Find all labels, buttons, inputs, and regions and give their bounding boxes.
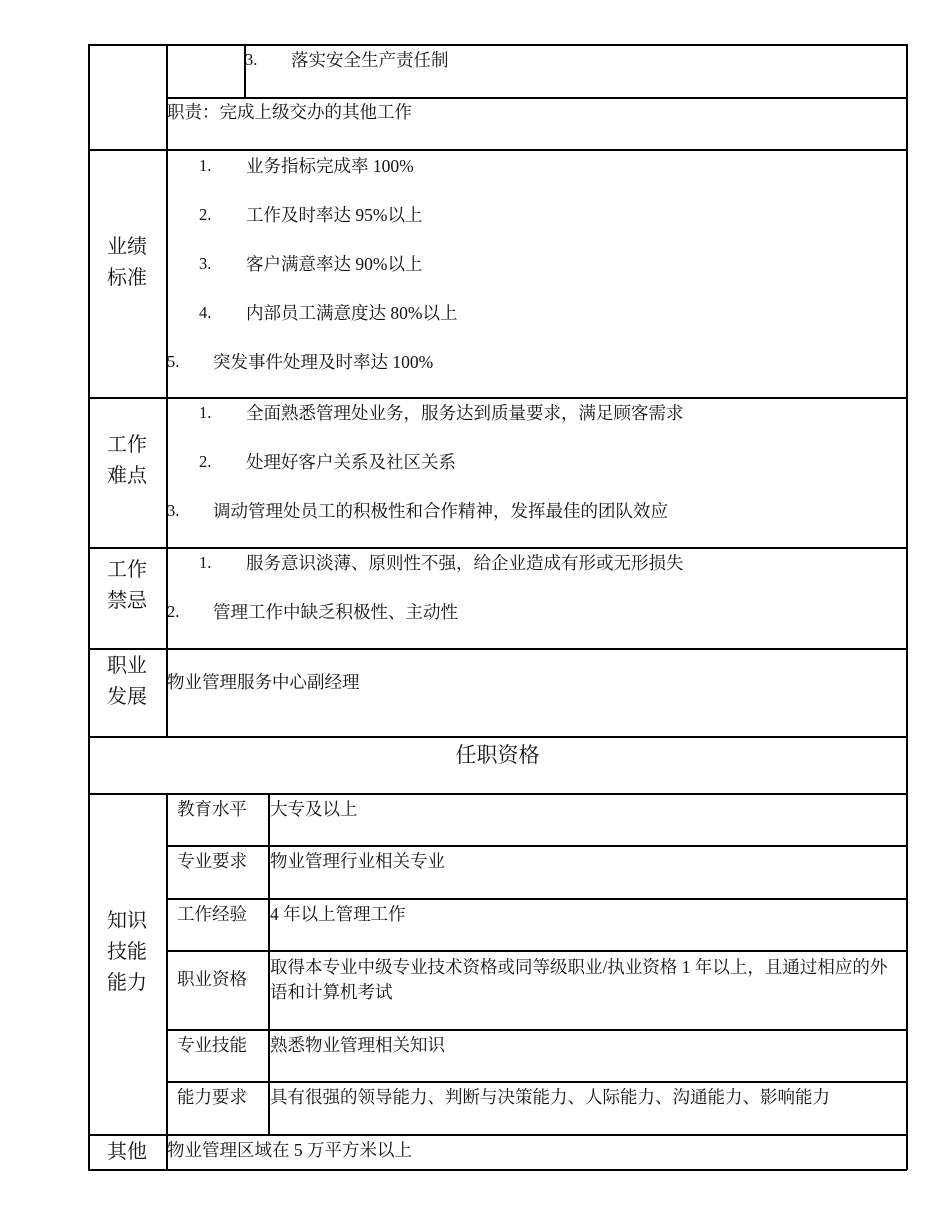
row-line xyxy=(88,547,907,549)
qualifications-header: 任职资格 xyxy=(455,743,540,767)
taboo-item-text: 管理工作中缺乏积极性、主动性 xyxy=(213,602,458,622)
other-duty-text: 职责：完成上级交办的其他工作 xyxy=(167,102,412,122)
performance-item-number: 5. xyxy=(167,352,180,371)
table-border-bottom xyxy=(88,1169,907,1171)
row-line xyxy=(88,149,907,151)
knowledge-value: 具有很强的领导能力、判断与决策能力、人际能力、沟通能力、影响能力 xyxy=(270,1087,830,1107)
table-border-top xyxy=(88,44,907,46)
difficulties-label: 工作难点 xyxy=(107,434,147,487)
other-label: 其他 xyxy=(107,1141,147,1163)
performance-item-number: 4. xyxy=(199,303,212,322)
knowledge-key: 专业要求 xyxy=(177,851,247,871)
taboo-item-number: 2. xyxy=(167,602,180,621)
performance-item-text: 业务指标完成率 100% xyxy=(246,156,414,176)
row-line xyxy=(88,1134,907,1136)
table-border-right xyxy=(906,44,908,1170)
difficulty-item-number: 3. xyxy=(167,501,180,520)
row-line xyxy=(166,845,907,847)
label-column-divider-lower xyxy=(166,793,168,1170)
knowledge-value: 大专及以上 xyxy=(270,799,358,819)
row-line xyxy=(88,736,907,738)
row-line xyxy=(88,397,907,399)
knowledge-value: 取得本专业中级专业技术资格或同等级职业/执业资格 1 年以上，且通过相应的外语和计算机考试 xyxy=(270,957,888,1002)
label-column-divider xyxy=(166,44,168,737)
performance-label: 业绩标准 xyxy=(107,236,147,289)
taboo-item-text: 服务意识淡薄、原则性不强，给企业造成有形或无形损失 xyxy=(246,553,684,573)
knowledge-key: 职业资格 xyxy=(177,969,247,989)
knowledge-key: 工作经验 xyxy=(177,904,247,924)
performance-item-number: 1. xyxy=(199,156,212,175)
responsibility-item-text: 落实安全生产责任制 xyxy=(291,50,449,70)
performance-item-text: 突发事件处理及时率达 100% xyxy=(213,352,434,372)
performance-item-text: 客户满意率达 90%以上 xyxy=(246,254,423,274)
knowledge-label: 知识技能能力 xyxy=(107,910,147,994)
knowledge-key: 专业技能 xyxy=(177,1035,247,1055)
row-line xyxy=(88,648,907,650)
difficulty-item-text: 全面熟悉管理处业务，服务达到质量要求，满足顾客需求 xyxy=(246,403,684,423)
difficulty-item-number: 2. xyxy=(199,452,212,471)
row-line xyxy=(166,898,907,900)
performance-item-number: 2. xyxy=(199,205,212,224)
knowledge-value: 熟悉物业管理相关知识 xyxy=(270,1035,445,1055)
career-text: 物业管理服务中心副经理 xyxy=(167,672,360,692)
taboo-item-number: 1. xyxy=(199,553,212,572)
performance-item-text: 内部员工满意度达 80%以上 xyxy=(246,303,458,323)
responsibility-item-number: 3. xyxy=(245,50,258,69)
knowledge-value: 4 年以上管理工作 xyxy=(270,904,406,924)
row-line xyxy=(166,1029,907,1031)
row-line xyxy=(166,950,907,952)
row-line xyxy=(166,1081,907,1083)
difficulty-item-number: 1. xyxy=(199,403,212,422)
difficulty-item-text: 处理好客户关系及社区关系 xyxy=(246,452,456,472)
knowledge-key: 教育水平 xyxy=(177,799,247,819)
row-line xyxy=(88,793,907,795)
other-text: 物业管理区域在 5 万平方米以上 xyxy=(167,1140,412,1160)
career-label: 职业发展 xyxy=(107,655,147,708)
knowledge-value: 物业管理行业相关专业 xyxy=(270,851,445,871)
performance-item-text: 工作及时率达 95%以上 xyxy=(246,205,423,225)
performance-item-number: 3. xyxy=(199,254,212,273)
row-line xyxy=(166,97,907,99)
taboos-label: 工作禁忌 xyxy=(107,559,147,612)
knowledge-key: 能力要求 xyxy=(177,1087,247,1107)
difficulty-item-text: 调动管理处员工的积极性和合作精神，发挥最佳的团队效应 xyxy=(213,501,668,521)
